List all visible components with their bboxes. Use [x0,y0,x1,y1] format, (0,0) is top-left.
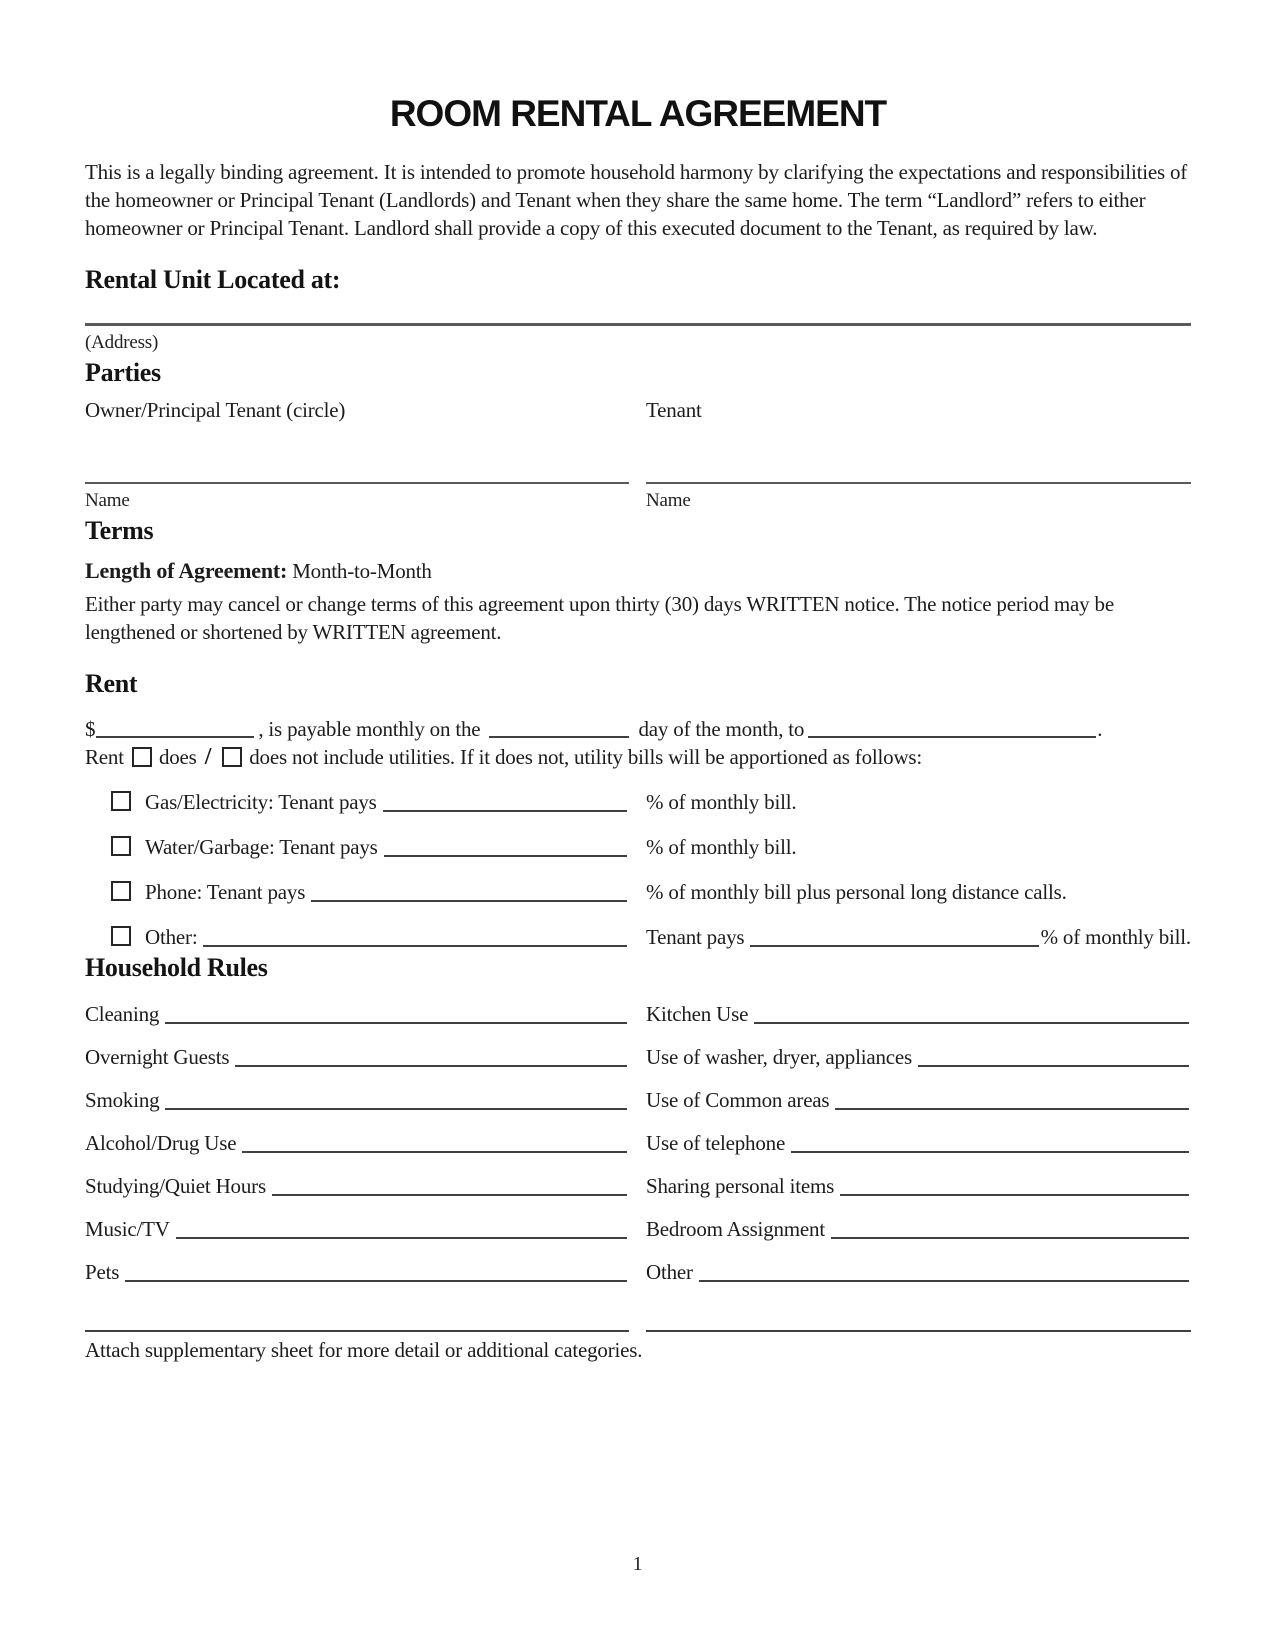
rule-alcohol-drug [85,1129,629,1157]
rule-pets-fill-line[interactable] [125,1280,627,1282]
rule-sharing-items-fill-line[interactable] [840,1194,1189,1196]
does-not-checkbox[interactable] [222,747,242,767]
does-not-label: does not include utilities. If it does not, utility bills will be apportioned as follows: [249,745,923,769]
rule-other [646,1258,1191,1286]
rule-row-7 [85,1258,1191,1286]
rule-cleaning [85,1000,629,1028]
rent-utilities-line [85,743,1191,771]
utility-row-other [85,923,1191,951]
length-of-agreement-label: Length of Agreement: [85,558,288,583]
rule-bedroom-assignment [646,1215,1191,1243]
owner-name-caption: Name [85,490,130,511]
rent-payable-sentence [85,715,1191,743]
phone-checkbox[interactable] [111,881,131,901]
tenant-label: Tenant [646,397,702,422]
rule-cleaning-label: Cleaning [85,1002,160,1026]
rule-washer-dryer [646,1043,1191,1071]
water-garbage-checkbox[interactable] [111,836,131,856]
tenant-column [646,396,1191,515]
rent-word: Rent [85,745,124,769]
utility-row-other-right [646,923,1191,951]
phone-suffix: % of monthly bill plus personal long distance calls. [646,880,1067,904]
rule-smoking-fill-line[interactable] [165,1108,627,1110]
rule-kitchen-use [646,1000,1191,1028]
water-percent-fill-line[interactable] [384,855,627,857]
owner-name-fill-line[interactable] [85,482,629,485]
owner-column [85,396,629,515]
length-of-agreement-value: Month-to-Month [292,559,432,583]
does-checkbox[interactable] [132,747,152,767]
rule-smoking-label: Smoking [85,1088,160,1112]
rule-cleaning-fill-line[interactable] [165,1022,627,1024]
other-percent-fill-line[interactable] [750,945,1038,947]
rule-overnight-guests-fill-line[interactable] [235,1065,627,1067]
rule-row-6 [85,1215,1191,1243]
utility-row-phone [85,878,1191,906]
rule-smoking [85,1086,629,1114]
rule-telephone-fill-line[interactable] [791,1151,1189,1153]
parties-columns [85,396,1191,515]
rule-studying [85,1172,629,1200]
rule-row-4 [85,1129,1191,1157]
attach-note: Attach supplementary sheet for more detail or additional categories. [85,1338,643,1362]
phone-label: Phone: Tenant pays [145,880,306,904]
utility-row-phone-left [108,878,629,906]
address-caption: (Address) [85,331,159,353]
rule-sharing-items [646,1172,1191,1200]
rule-music-tv [85,1215,629,1243]
rule-music-tv-label: Music/TV [85,1217,170,1241]
rule-sharing-items-label: Sharing personal items [646,1174,835,1198]
rule-telephone-label: Use of telephone [646,1131,786,1155]
rule-pets-label: Pets [85,1260,120,1284]
rule-pets [85,1258,629,1286]
rent-amount-fill-line[interactable] [96,736,254,738]
water-suffix: % of monthly bill. [646,835,797,859]
rule-washer-dryer-fill-line[interactable] [918,1065,1189,1067]
other-tenant-pays-label: Tenant pays [646,925,745,949]
extra-fill-lines-row [85,1330,1191,1332]
owner-label: Owner/Principal Tenant (circle) [85,397,346,422]
page-number: 1 [632,1553,643,1575]
tenant-name-fill-line[interactable] [646,482,1191,485]
rule-other-label: Other [646,1260,693,1284]
rule-music-tv-fill-line[interactable] [176,1237,627,1239]
utility-row-gas-left [108,788,629,816]
rent-payable-end: . [1097,717,1103,741]
rule-telephone [646,1129,1191,1157]
rent-payable-mid2: day of the month, to [638,717,805,741]
rule-kitchen-use-fill-line[interactable] [754,1022,1189,1024]
rent-heading: Rent [85,669,138,698]
water-garbage-label: Water/Garbage: Tenant pays [145,835,378,859]
other-suffix: % of monthly bill. [1040,925,1191,949]
rule-common-areas-label: Use of Common areas [646,1088,830,1112]
rule-common-areas [646,1086,1191,1114]
gas-electricity-label: Gas/Electricity: Tenant pays [145,790,377,814]
rule-row-2 [85,1043,1191,1071]
rule-studying-fill-line[interactable] [272,1194,627,1196]
gas-suffix: % of monthly bill. [646,790,797,814]
gas-electricity-checkbox[interactable] [111,791,131,811]
utility-row-other-left [108,923,629,951]
terms-heading: Terms [85,516,154,545]
length-of-agreement-line [85,556,1191,586]
extra-right-fill-line[interactable] [646,1330,1191,1332]
does-label: does [158,745,197,769]
utility-row-water [85,833,1191,861]
rule-bedroom-assignment-label: Bedroom Assignment [646,1217,825,1241]
phone-percent-fill-line[interactable] [311,900,627,902]
rule-alcohol-drug-fill-line[interactable] [242,1151,627,1153]
rent-payable-mid1: , is payable monthly on the [258,717,481,741]
utility-row-water-left [108,833,629,861]
rule-overnight-guests [85,1043,629,1071]
rent-payee-fill-line[interactable] [808,736,1096,738]
rule-common-areas-fill-line[interactable] [835,1108,1189,1110]
household-rules-heading: Household Rules [85,953,268,982]
other-utility-fill-line[interactable] [203,945,627,947]
document-title: ROOM RENTAL AGREEMENT [389,93,887,134]
rental-unit-heading: Rental Unit Located at: [85,265,341,294]
rule-other-fill-line[interactable] [699,1280,1189,1282]
rule-alcohol-drug-label: Alcohol/Drug Use [85,1131,237,1155]
extra-left-fill-line[interactable] [85,1330,629,1332]
cancellation-text: Either party may cancel or change terms of this agreement upon thirty (30) days WRITTEN notice. The notice period may be lengthened or shortened by WRITTEN agreement. [85,592,1114,644]
parties-heading: Parties [85,357,161,387]
rule-row-5 [85,1172,1191,1200]
rule-kitchen-use-label: Kitchen Use [646,1002,749,1026]
address-fill-line[interactable] [85,323,1191,326]
intro-paragraph: This is a legally binding agreement. It is intended to promote household harmony by clarifying the expectations and responsibilities of the homeowner or Principal Tenant (Landlords) and Tenant when they share the same home. The term “Landlord” refers to either homeowner or Principal Tenant. Landlord shall provide a copy of this executed document to the Tenant, as required by law. [85,160,1188,240]
rule-row-3 [85,1086,1191,1114]
rule-washer-dryer-label: Use of washer, dryer, appliances [646,1045,912,1069]
utility-row-gas [85,788,1191,816]
rule-studying-label: Studying/Quiet Hours [85,1174,266,1198]
slash-separator: / [204,744,212,770]
other-utility-label: Other: [145,925,198,949]
rule-row-1 [85,1000,1191,1028]
tenant-name-caption: Name [646,490,691,511]
rent-day-fill-line[interactable] [489,736,629,738]
rule-overnight-guests-label: Overnight Guests [85,1045,230,1069]
other-utility-checkbox[interactable] [111,926,131,946]
rent-amount-prefix: $ [85,717,96,741]
gas-percent-fill-line[interactable] [383,810,627,812]
rule-bedroom-assignment-fill-line[interactable] [831,1237,1189,1239]
